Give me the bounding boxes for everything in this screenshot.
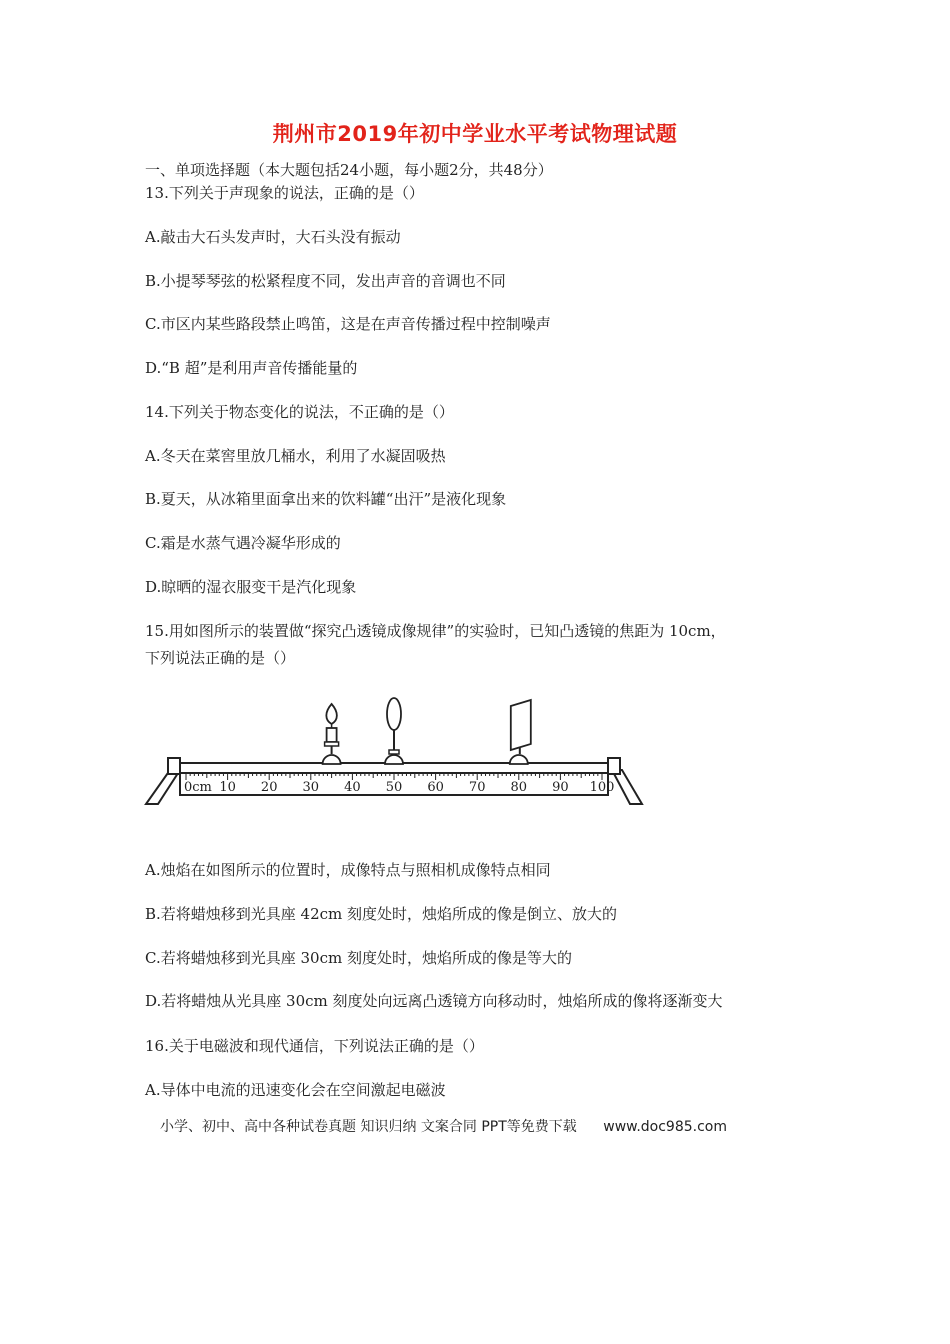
optical-bench-figure: [140, 690, 650, 810]
question-15-option-c: C.若将蜡烛移到光具座 30cm 刻度处时，烛焰所成的像是等大的: [145, 949, 572, 967]
question-14-option-a: A.冬天在菜窖里放几桶水，利用了水凝固吸热: [145, 447, 446, 465]
screen-holder: [510, 755, 528, 764]
question-15-stem-line2: 下列说法正确的是（）: [145, 649, 296, 667]
light-screen: [511, 700, 531, 750]
question-15-stem-line1: 15.用如图所示的装置做“探究凸透镜成像规律”的实验时，已知凸透镜的焦距为 10cm，: [145, 622, 726, 640]
page-footer: [160, 1116, 727, 1136]
candle-flame: [326, 704, 337, 724]
candle-body: [327, 728, 337, 742]
question-16-option-a: A.导体中电流的迅速变化会在空间激起电磁波: [145, 1081, 446, 1099]
footer-link[interactable]: www.doc985.com: [603, 1119, 727, 1135]
ruler-tick-label: 40: [344, 780, 361, 795]
left-end-block: [168, 758, 180, 774]
ruler-tick-label: 10: [219, 780, 236, 795]
question-13-option-b: B.小提琴琴弦的松紧程度不同，发出声音的音调也不同: [145, 272, 506, 290]
left-leg: [146, 770, 180, 804]
ruler-tick-label: 0cm: [184, 780, 212, 795]
question-14-stem: 14.下列关于物态变化的说法，不正确的是（）: [145, 403, 454, 421]
ruler-tick-label: 90: [552, 780, 569, 795]
question-14-option-d: D.晾晒的湿衣服变干是汽化现象: [145, 578, 357, 596]
candle-assembly: [323, 704, 341, 764]
ruler-tick-label: 70: [468, 780, 486, 795]
ruler-tick-label: 80: [510, 780, 528, 795]
lens-assembly: [385, 698, 403, 764]
ruler-tick-label: 100: [589, 780, 615, 795]
candle-holder: [323, 755, 341, 764]
right-leg: [612, 770, 642, 804]
question-14-option-c: C.霜是水蒸气遇冷凝华形成的: [145, 534, 341, 552]
ruler-tick-label: 30: [302, 780, 320, 795]
footer-text: 小学、初中、高中各种试卷真题 知识归纳 文案合同 PPT等免费下载: [160, 1119, 577, 1135]
question-15-option-d: D.若将蜡烛从光具座 30cm 刻度处向远离凸透镜方向移动时，烛焰所成的像将逐渐变大: [145, 992, 723, 1010]
question-15-option-b: B.若将蜡烛移到光具座 42cm 刻度处时，烛焰所成的像是倒立、放大的: [145, 905, 618, 923]
question-13-option-a: A.敲击大石头发声时，大石头没有振动: [145, 228, 401, 246]
ruler-tick-label: 50: [385, 780, 403, 795]
screen-assembly: [510, 700, 531, 764]
question-16-stem: 16.关于电磁波和现代通信，下列说法正确的是（）: [145, 1037, 484, 1055]
question-15-option-a: A.烛焰在如图所示的位置时，成像特点与照相机成像特点相同: [145, 861, 551, 879]
question-13-option-d: D.“B 超”是利用声音传播能量的: [145, 359, 358, 377]
question-13-option-c: C.市区内某些路段禁止鸣笛，这是在声音传播过程中控制噪声: [145, 315, 551, 333]
ruler-tick-label: 20: [260, 780, 278, 795]
lens-holder: [385, 755, 403, 764]
section-heading: 一、单项选择题（本大题包括24小题，每小题2分，共48分）: [145, 161, 553, 179]
ruler-tick-label: 60: [427, 780, 444, 795]
page-title: 荆州市2019年初中学业水平考试物理试题: [272, 122, 678, 146]
question-13-stem: 13.下列关于声现象的说法，正确的是（）: [145, 184, 424, 202]
right-end-block: [608, 758, 620, 774]
question-14-option-b: B.夏天，从冰箱里面拿出来的饮料罐“出汗”是液化现象: [145, 490, 507, 508]
convex-lens: [387, 698, 401, 730]
